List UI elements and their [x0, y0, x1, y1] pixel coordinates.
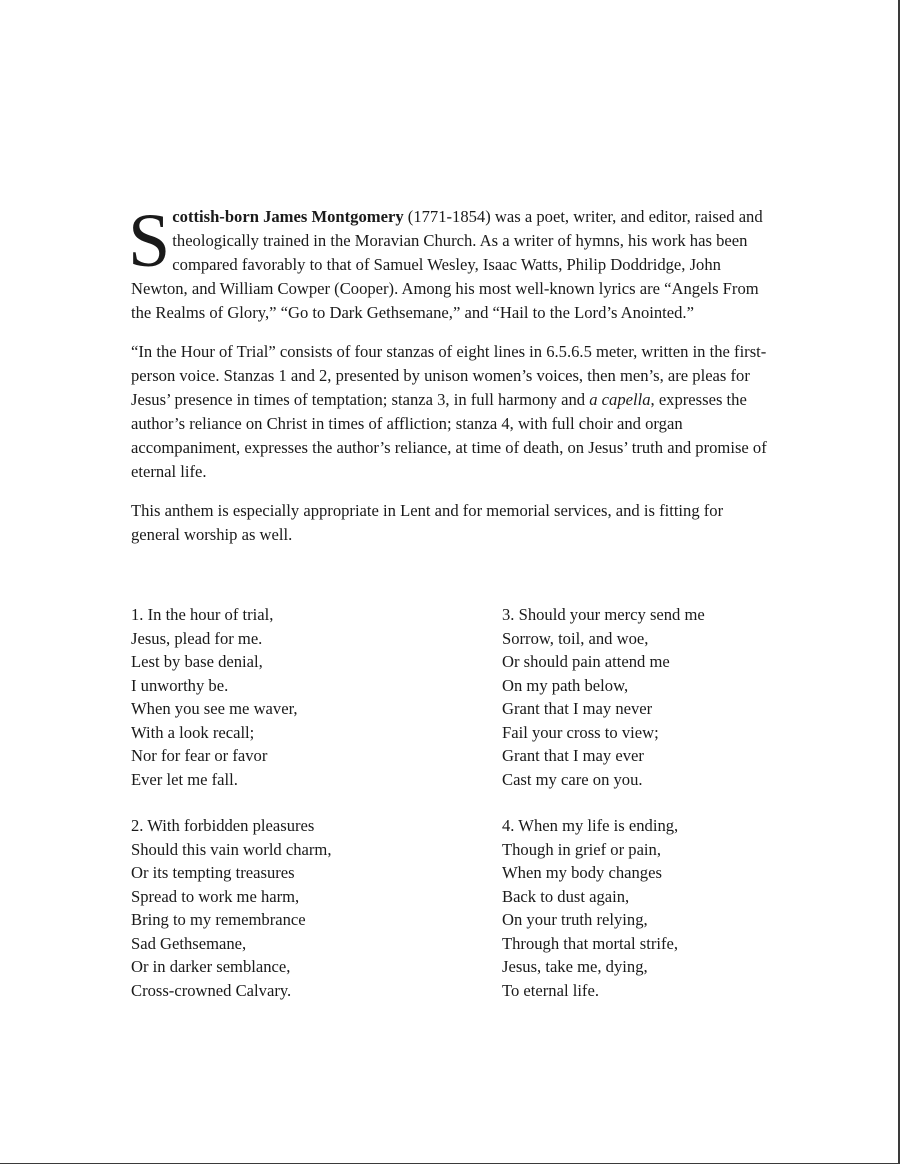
a-capella-term: a capella	[589, 390, 651, 409]
stanza-4	[502, 814, 802, 1002]
stanza-line: Sorrow, toil, and woe,	[502, 628, 649, 648]
intro-paragraph-1-text: (1771-1854) was a poet, writer, and editor, raised and theologically trained in the Moravian Church. As a writer of hymns, his work has been compared favorably to that of Samuel Wesley, Isaac Watts, Philip Doddridge, John Newton, and William Cowper (Cooper). Among his most well-known lyrics are “Angels From the Realms of Glory,” “Go to Dark Gethsemane,” and “Hail to the Lord’s Anointed.”	[131, 207, 763, 322]
stanza-line: When you see me waver,	[131, 699, 298, 718]
stanza-line: Grant that I may ever	[502, 746, 644, 765]
stanza-3	[502, 603, 802, 791]
stanza-line: Jesus, plead for me.	[131, 628, 263, 648]
stanza-line: Nor for fear or favor	[131, 746, 268, 765]
stanza-line: Lest by base denial,	[131, 652, 263, 671]
stanza-line: Or in darker semblance,	[131, 957, 291, 976]
stanza-line: Through that mortal strife,	[502, 933, 679, 953]
stanza-line: Or its tempting treasures	[131, 863, 295, 882]
stanza-line: To eternal life.	[502, 980, 599, 1000]
stanza-line: 2. With forbidden pleasures	[131, 816, 315, 835]
stanza-line: Grant that I may never	[502, 699, 653, 718]
stanza-line: Fail your cross to view;	[502, 722, 659, 742]
stanza-line: On your truth relying,	[502, 910, 648, 929]
stanza-line: Though in grief or pain,	[502, 839, 661, 859]
stanza-line: Back to dust again,	[502, 886, 630, 906]
intro-paragraph-3: This anthem is especially appropriate in Lent and for memorial services, and is fitting for general worship as well.	[131, 501, 724, 544]
stanza-line: Spread to work me harm,	[131, 886, 300, 906]
stanza-line: Sad Gethsemane,	[131, 933, 247, 953]
intro-paragraph-2	[131, 340, 771, 484]
stanza-line: With a look recall;	[131, 722, 255, 742]
intro-paragraph-1	[128, 199, 771, 325]
stanza-line: Jesus, take me, dying,	[502, 957, 648, 976]
drop-cap: S	[128, 199, 171, 283]
stanza-line: 1. In the hour of trial,	[131, 605, 274, 624]
stanza-line: Or should pain attend me	[502, 652, 670, 671]
stanza-line: Cross-crowned Calvary.	[131, 980, 292, 1000]
stanza-line: When my body changes	[502, 863, 662, 882]
stanza-2	[131, 814, 431, 1002]
stanza-line: Bring to my remembrance	[131, 910, 306, 929]
stanza-line: Should this vain world charm,	[131, 839, 332, 859]
stanza-line: 4. When my life is ending,	[502, 816, 679, 835]
author-name: cottish-born James Montgomery	[172, 207, 404, 226]
stanza-column-right	[502, 603, 802, 1025]
stanza-line: I unworthy be.	[131, 675, 229, 695]
stanza-line: On my path below,	[502, 675, 629, 695]
intro-text	[128, 199, 771, 562]
intro-paragraph-2-text-a: “In the Hour of Trial” consists of four stanzas of eight lines in 6.5.6.5 meter, written in the first-person voice. Stanzas 1 and 2, presented by unison women’s voices, then men’s, are pleas for Jesus’ presence in times of temptation; stanza 3, in full harmony and	[131, 342, 767, 409]
stanza-column-left	[131, 603, 431, 1025]
stanza-line: Ever let me fall.	[131, 769, 238, 789]
stanza-line: 3. Should your mercy send me	[502, 605, 705, 624]
stanza-line: Cast my care on you.	[502, 769, 643, 789]
intro-paragraph-2-text-b: , expresses the author’s reliance on Christ in times of affliction; stanza 4, with full choir and organ accompaniment, expresses the author’s reliance, at time of death, on Jesus’ truth and promise of eternal life.	[131, 390, 767, 481]
stanza-1	[131, 603, 431, 791]
